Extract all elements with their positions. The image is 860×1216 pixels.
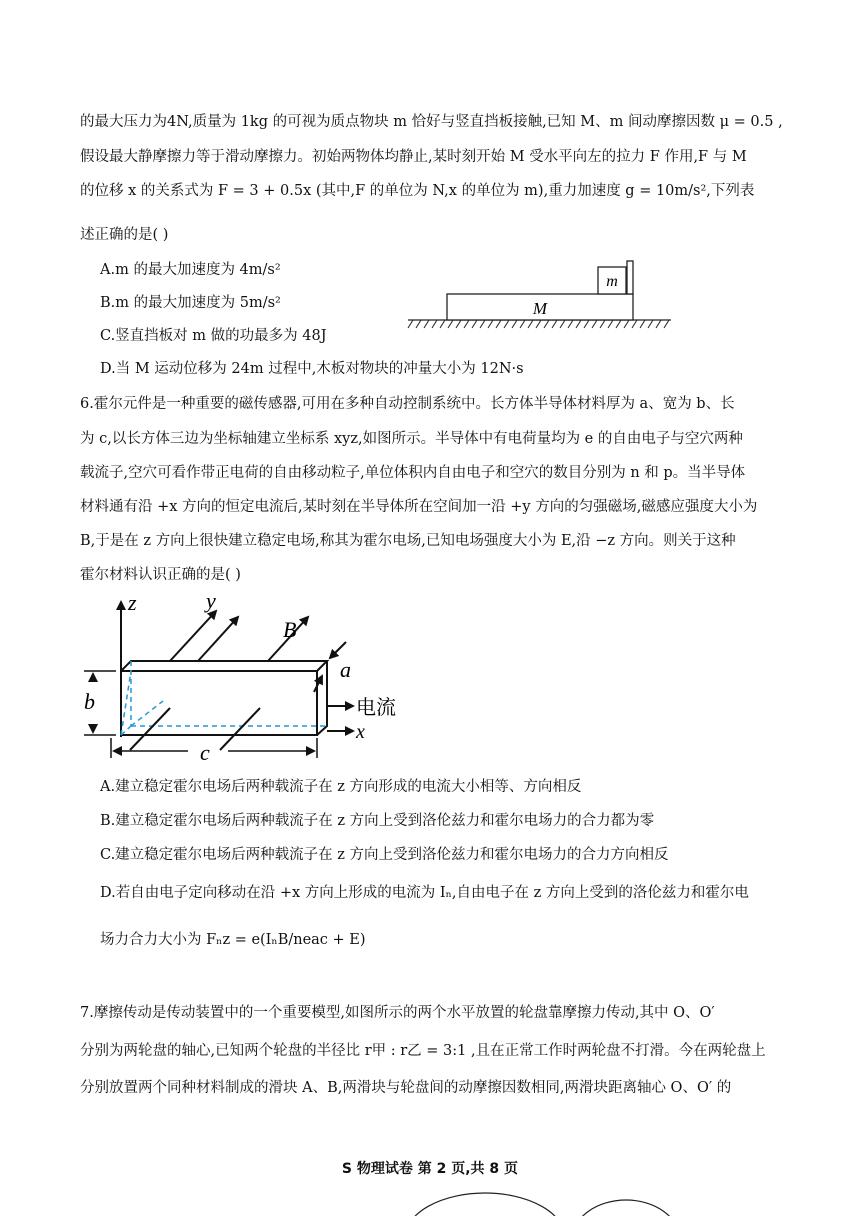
q7-line-1: 7.摩擦传动是传动装置中的一个重要模型,如图所示的两个水平放置的轮盘靠摩擦力传动,其中 O、O′ (80, 1005, 715, 1021)
axis-y-label: y (206, 590, 216, 613)
q5-figure (405, 258, 675, 330)
q6-line-2: 为 c,以长方体三边为坐标轴建立坐标系 xyz,如图所示。半导体中有电荷量均为 e 的自由电子与空穴两种 (80, 431, 743, 447)
q6-hall-figure (78, 590, 418, 765)
axis-x-label: x (356, 721, 365, 743)
q6-option-b: B.建立稳定霍尔电场后两种载流子在 z 方向上受到洛伦兹力和霍尔电场力的合力都为零 (100, 813, 655, 829)
label-m: m (606, 273, 618, 290)
current-label: 电流 (356, 697, 396, 719)
width-b-label: b (84, 689, 95, 714)
q6-option-a: A.建立稳定霍尔电场后两种载流子在 z 方向形成的电流大小相等、方向相反 (100, 779, 582, 795)
q5-option-b: B.m 的最大加速度为 5m/s² (100, 295, 281, 311)
q5-option-d: D.当 M 运动位移为 24m 过程中,木板对物块的冲量大小为 12N·s (100, 361, 524, 377)
thickness-a-label: a (340, 657, 351, 682)
field-B-label: B (283, 617, 297, 642)
axis-z-label: z (128, 590, 137, 615)
q7-discs-partial (400, 1186, 700, 1216)
q5-option-c: C.竖直挡板对 m 做的功最多为 48J (100, 328, 327, 344)
q6-line-6: 霍尔材料认识正确的是( ) (80, 567, 241, 583)
q5-line-4: 述正确的是( ) (80, 227, 169, 243)
label-M: M (532, 299, 548, 318)
vertical-stop (627, 261, 633, 294)
q6-line-4: 材料通有沿 +x 方向的恒定电流后,某时刻在半导体所在空间加一沿 +y 方向的匀强磁场,磁感应强度大小为 (80, 499, 758, 515)
q7-line-3: 分别放置两个同种材料制成的滑块 A、B,两滑块与轮盘间的动摩擦因数相同,两滑块距离轴心 O、O′ 的 (80, 1080, 732, 1096)
q5-line-2: 假设最大静摩擦力等于滑动摩擦力。初始两物体均静止,某时刻开始 M 受水平向左的拉力 F 作用,F 与 M (80, 149, 747, 165)
q7-line-2: 分别为两轮盘的轴心,已知两个轮盘的半径比 r甲 : r乙 = 3:1 ,且在正常工作时两轮盘不打滑。今在两轮盘上 (80, 1043, 766, 1059)
q6-line-3: 载流子,空穴可看作带正电荷的自由移动粒子,单位体积内自由电子和空穴的数目分别为 n 和 p。当半导体 (80, 465, 746, 481)
q6-option-d-continued: 场力合力大小为 Fₙz = e(IₙB/neac + E) (100, 932, 366, 948)
q6-line-5: B,于是在 z 方向上很快建立稳定电场,称其为霍尔电场,已知电场强度大小为 E,沿 −z 方向。则关于这种 (80, 533, 736, 549)
q5-line-1: 的最大压力为4N,质量为 1kg 的可视为质点物块 m 恰好与竖直挡板接触,已知 M、m 间动摩擦因数 μ = 0.5 , (80, 114, 783, 130)
q6-option-d: D.若自由电子定向移动在沿 +x 方向上形成的电流为 Iₙ,自由电子在 z 方向上受到的洛伦兹力和霍尔电 (100, 885, 749, 901)
q6-option-c: C.建立稳定霍尔电场后两种载流子在 z 方向上受到洛伦兹力和霍尔电场力的合力方向相反 (100, 847, 669, 863)
length-c-label: c (200, 740, 210, 765)
q5-option-a: A.m 的最大加速度为 4m/s² (100, 262, 281, 278)
page-footer: S 物理试卷 第 2 页,共 8 页 (341, 1161, 519, 1177)
q6-line-1: 6.霍尔元件是一种重要的磁传感器,可用在多种自动控制系统中。长方体半导体材料厚为 a、宽为 b、长 (80, 396, 735, 412)
q5-line-3: 的位移 x 的关系式为 F = 3 + 0.5x (其中,F 的单位为 N,x 的单位为 m),重力加速度 g = 10m/s²,下列表 (80, 183, 755, 199)
